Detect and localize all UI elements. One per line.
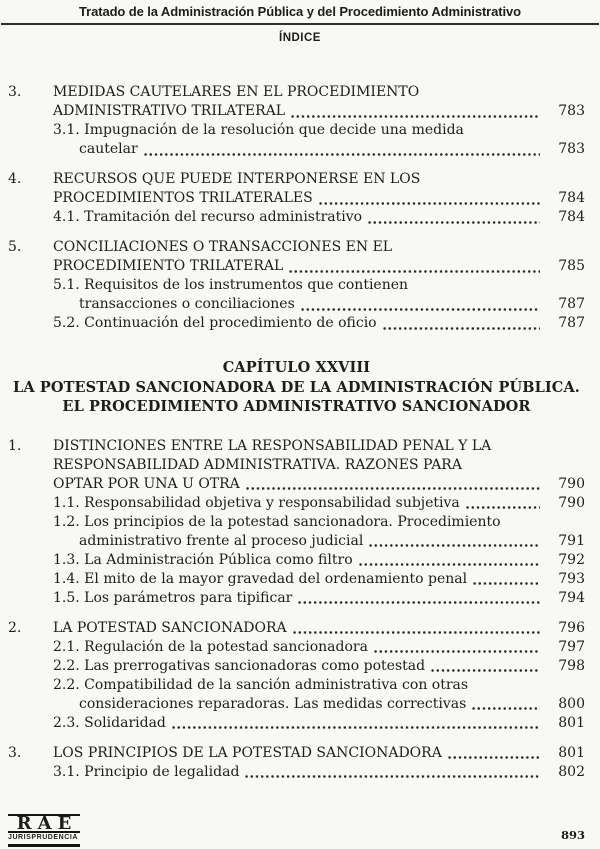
toc-entry-text: 5.2. Continuación del procedimiento de oficio [53,315,377,331]
toc-entry-number [8,695,53,714]
toc-entry-number [8,532,53,551]
toc-page-number: 783 [558,141,585,157]
toc-entry-body [53,295,585,314]
toc-page-number: 792 [558,551,585,568]
toc-entry-body [53,676,585,695]
toc-entry-number [8,295,53,314]
toc-leader-dots [245,487,540,490]
toc-entry-body [53,170,585,189]
toc-leader-dots [465,506,540,509]
toc-page-number: 793 [558,570,585,587]
toc-row [8,744,585,763]
toc-entry-number [8,456,53,475]
book-title: Tratado de la Administración Pública y del Procedimiento Administrativo [79,4,521,19]
toc-entry-number [8,638,53,657]
toc-page-number: 791 [558,532,585,549]
toc-entry-text: 1.3. La Administración Pública como filtro [53,551,353,568]
toc-page-number: 802 [558,763,585,780]
toc-entry-number: 3. [8,744,22,761]
toc-entry-body [53,83,585,102]
toc-entry-number: 1. [8,437,22,454]
toc-page-number: 785 [558,258,585,274]
publisher-logo [8,814,80,848]
toc-part1 [0,83,600,333]
toc-entry-text: 1.1. Responsabilidad objetiva y responsabilidad subjetiva [53,494,460,511]
header-rule [1,23,599,25]
toc-entry-text: 2.1. Regulación de la potestad sancionadora [53,638,368,655]
toc-row [8,102,585,121]
toc-entry-number [8,475,53,494]
toc-entry-number [8,551,53,570]
toc-entry-body [53,763,585,782]
toc-row [8,121,585,140]
toc-row [8,238,585,257]
toc-entry-text: PROCEDIMIENTOS TRILATERALES [53,190,313,206]
toc-row [8,513,585,532]
toc-row [8,763,585,782]
toc-entry-text: OPTAR POR UNA U OTRA [53,475,240,492]
toc-entry-body [53,189,585,208]
toc-page-number: 784 [558,190,585,206]
toc-leader-dots [300,308,540,311]
toc-page-number: 794 [558,589,585,606]
toc-leader-dots [447,756,540,759]
toc-page-number: 796 [558,619,585,636]
toc-entry-body [53,102,585,121]
toc-entry-body [53,638,585,657]
toc-entry-body [53,437,585,456]
toc-entry-number [8,513,53,532]
toc-row [8,714,585,733]
toc-row [8,619,585,638]
toc-entry-body [53,657,585,676]
toc-entry-text: 2.3. Solidaridad [53,714,166,731]
toc-entry-text: 3.1. Impugnación de la resolución que decide una medida [53,122,464,138]
toc-entry-number [8,570,53,589]
toc-page-number: 801 [558,744,585,761]
chapter-title-line2: EL PROCEDIMIENTO ADMINISTRATIVO SANCIONADOR [62,398,531,415]
toc-leader-dots [430,669,540,672]
toc-row [8,695,585,714]
chapter-number: CAPÍTULO XXVIII [222,359,371,376]
toc-entry-text: LA POTESTAD SANCIONADORA [53,619,287,636]
page-number: 893 [560,828,585,842]
toc-leader-dots [290,115,540,118]
toc-page-number: 801 [558,714,585,731]
toc-entry-number: 4. [8,171,22,187]
toc-entry-text: DISTINCIONES ENTRE LA RESPONSABILIDAD PENAL Y LA [53,437,492,454]
toc-row [8,676,585,695]
toc-entry-text: administrativo frente al proceso judicial [79,532,364,549]
toc-leader-dots [171,726,540,729]
toc-page-number: 787 [558,315,585,331]
toc-entry-text: 2.2. Compatibilidad de la sanción administrativa con otras [53,676,469,693]
toc-entry-body [53,238,585,257]
toc-page-number: 784 [558,209,585,225]
running-head [0,0,600,45]
index-heading: ÍNDICE [279,32,321,44]
toc-leader-dots [292,631,540,634]
toc-entry-body [53,695,585,714]
toc-leader-dots [297,601,540,604]
toc-leader-dots [143,153,540,156]
toc-leader-dots [358,563,540,566]
toc-entry-body [53,619,585,638]
toc-entry-body [53,456,585,475]
toc-entry-body [53,121,585,140]
toc-leader-dots [318,202,540,205]
toc-entry-number [8,189,53,208]
toc-entry-number [8,589,53,608]
toc-leader-dots [373,650,540,653]
toc-page-number: 787 [558,296,585,312]
toc-entry-body [53,744,585,763]
toc-row [8,276,585,295]
toc-entry-text: 1.5. Los parámetros para tipificar [53,589,293,606]
toc-page-number: 797 [558,638,585,655]
toc-leader-dots [244,775,540,778]
toc-page-number: 790 [558,494,585,511]
toc-entry-number [8,121,53,140]
toc-row [8,189,585,208]
toc-row [8,208,585,227]
toc-entry-body [53,276,585,295]
toc-entry-number [8,314,53,333]
toc-entry-text: LOS PRINCIPIOS DE LA POTESTAD SANCIONADORA [53,744,442,761]
toc-page-number: 800 [558,695,585,712]
toc-entry-number [8,102,53,121]
toc-entry-text: RESPONSABILIDAD ADMINISTRATIVA. RAZONES PARA [53,456,462,473]
toc-entry-body [53,532,585,551]
toc-entry-text: CONCILIACIONES O TRANSACCIONES EN EL [53,239,393,255]
toc-entry-number [8,494,53,513]
chapter-title-line1: LA POTESTAD SANCIONADORA DE LA ADMINISTRACIÓN PÚBLICA. [13,378,580,396]
toc-leader-dots [382,327,540,330]
toc-entry-body [53,208,585,227]
toc-leader-dots [471,707,540,710]
toc-entry-number: 3. [8,84,22,100]
toc-entry-text: PROCEDIMIENTO TRILATERAL [53,258,284,274]
toc-row [8,456,585,475]
toc-entry-text: 4.1. Tramitación del recurso administrativo [53,209,363,225]
toc-row [8,140,585,159]
toc-entry-text: ADMINISTRATIVO TRILATERAL [53,103,286,119]
toc-entry-number: 5. [8,239,22,255]
toc-entry-text: 2.2. Las prerrogativas sancionadoras como potestad [53,657,426,674]
toc-leader-dots [368,544,540,547]
toc-leader-dots [367,221,540,224]
toc-row [8,437,585,456]
toc-entry-body [53,551,585,570]
toc-entry-text: transacciones o conciliaciones [79,296,295,312]
toc-row [8,657,585,676]
toc-entry-text: RECURSOS QUE PUEDE INTERPONERSE EN LOS [53,171,421,187]
toc-page-number: 790 [558,475,585,492]
toc-row [8,551,585,570]
toc-entry-text: 5.1. Requisitos de los instrumentos que contienen [53,277,409,293]
toc-entry-body [53,589,585,608]
toc-entry-body [53,494,585,513]
toc-row [8,532,585,551]
toc-entry-number [8,714,53,733]
toc-page-number: 783 [558,103,585,119]
toc-entry-text: MEDIDAS CAUTELARES EN EL PROCEDIMIENTO [53,84,420,100]
toc-entry-body [53,714,585,733]
toc-row [8,83,585,102]
toc-entry-number: 2. [8,619,22,636]
toc-entry-text: 1.4. El mito de la mayor gravedad del ordenamiento penal [53,570,468,587]
toc-row [8,170,585,189]
chapter-heading [0,358,600,417]
toc-entry-number [8,763,53,782]
publisher-logo-text: RAE [8,814,80,833]
toc-entry-number [8,140,53,159]
toc-entry-body [53,257,585,276]
toc-row [8,638,585,657]
publisher-logo-bar [8,844,80,848]
toc-leader-dots [472,582,540,585]
toc-entry-body [53,314,585,333]
publisher-logo-subtext: JURISPRUDENCIA [8,833,78,841]
toc-entry-body [53,140,585,159]
toc-entry-body [53,570,585,589]
toc-row [8,494,585,513]
toc-entry-number [8,676,53,695]
toc-row [8,475,585,494]
toc-leader-dots [288,270,540,273]
toc-entry-text: 1.2. Los principios de la potestad sancionadora. Procedimiento [53,513,501,530]
toc-entry-body [53,513,585,532]
toc-row [8,589,585,608]
toc-page-number: 798 [558,657,585,674]
toc-row [8,314,585,333]
toc-entry-text: 3.1. Principio de legalidad [53,763,240,780]
toc-entry-body [53,475,585,494]
toc-entry-number [8,657,53,676]
toc-row [8,570,585,589]
toc-part2 [0,437,600,782]
toc-row [8,295,585,314]
toc-entry-number [8,208,53,227]
toc-entry-number [8,276,53,295]
toc-entry-text: consideraciones reparadoras. Las medidas correctivas [79,695,467,712]
toc-entry-text: cautelar [79,141,138,157]
toc-entry-number [8,257,53,276]
toc-row [8,257,585,276]
